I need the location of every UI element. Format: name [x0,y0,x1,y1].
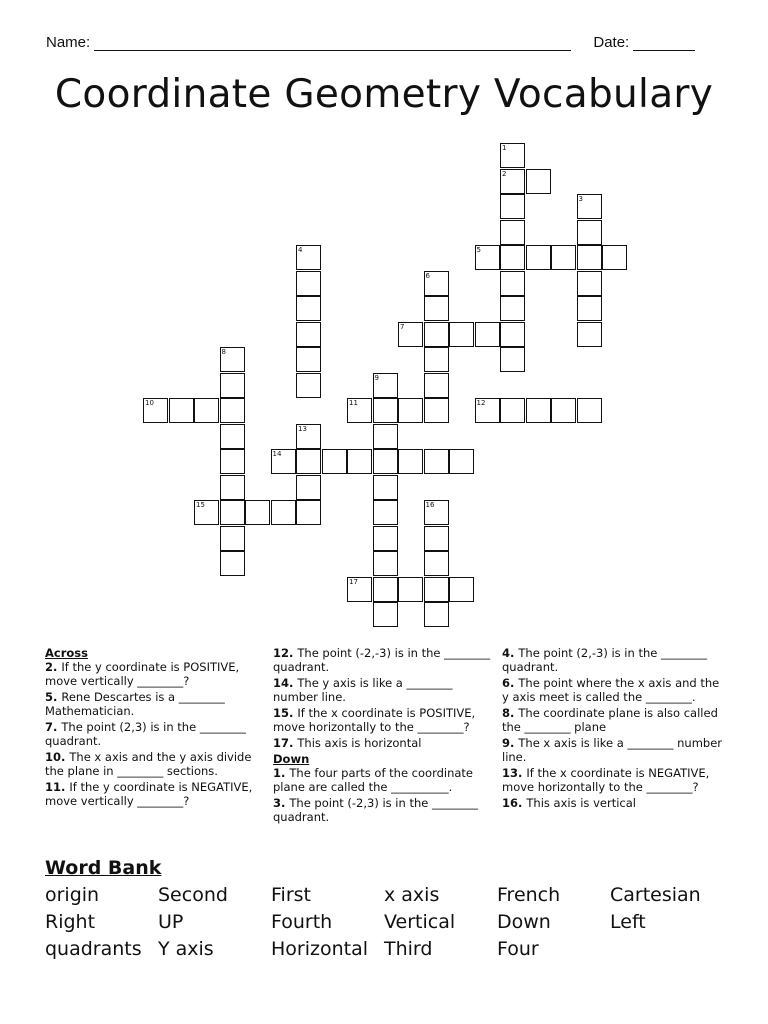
clue-text: The y axis is like a ________ number line. [273,676,453,704]
name-date-header [46,34,695,51]
clue-text: The point (2,-3) is in the ________ quadrant. [502,646,707,674]
crossword-cell[interactable] [296,271,321,296]
word-bank-item: Third [384,938,433,960]
crossword-cell[interactable] [500,143,525,168]
clue-across-12 [273,646,493,674]
crossword-cell[interactable] [194,500,219,525]
crossword-cell[interactable] [551,398,576,423]
crossword-cell[interactable] [424,296,449,321]
clue-down-8 [502,706,724,734]
clue-across-5 [45,690,260,718]
clue-text: The point (2,3) is in the ________ quadrant. [45,720,246,748]
clue-down-13 [502,766,724,794]
clue-number: 11. [45,780,70,794]
crossword-cell[interactable] [296,245,321,270]
crossword-cell[interactable] [602,245,627,270]
clue-number: 3 [578,195,583,203]
crossword-cell[interactable] [373,551,398,576]
crossword-cell[interactable] [169,398,194,423]
word-bank-item: Four [497,938,539,960]
word-bank-item: Cartesian [610,884,701,906]
clue-number: 2. [45,660,62,674]
crossword-cell[interactable] [577,220,602,245]
word-bank-item: Second [158,884,228,906]
crossword-cell[interactable] [245,500,270,525]
clue-across-15 [273,706,493,734]
clue-number: 2 [502,169,507,178]
name-label: Name: [46,34,91,51]
clue-number: 5 [476,246,481,254]
crossword-cell[interactable] [194,398,219,423]
crossword-cell[interactable] [424,322,449,347]
crossword-cell[interactable] [500,194,525,219]
crossword-cell[interactable] [347,577,372,602]
crossword-cell[interactable] [271,500,296,525]
crossword-cell[interactable] [347,449,372,474]
clue-text: The x axis and the y axis divide the plane in ________ sections. [45,750,252,778]
clue-text: If the y coordinate is POSITIVE, move vertically ________? [45,660,240,688]
clue-text: If the y coordinate is NEGATIVE, move vertically ________? [45,780,253,808]
word-bank-item: x axis [384,884,440,906]
crossword-cell[interactable] [296,475,321,500]
crossword-cell[interactable] [424,500,449,525]
clue-text: The coordinate plane is also called the ________ plane [502,706,718,734]
word-bank-item: quadrants [45,938,142,960]
word-bank-item: Y axis [158,938,214,960]
clue-number: 13 [298,424,307,433]
crossword-cell[interactable] [526,245,551,270]
crossword-cell[interactable] [424,602,449,627]
word-bank-item: origin [45,884,100,906]
clue-number: 17 [349,577,358,586]
clue-number: 3. [273,796,290,810]
clue-text: The point (-2,3) is in the ________ quadrant. [273,796,478,824]
word-bank-title: Word Bank [45,857,162,879]
crossword-cell[interactable] [500,398,525,423]
clue-number: 10. [45,750,70,764]
crossword-cell[interactable] [577,398,602,423]
crossword-cell[interactable] [475,245,500,270]
crossword-cell[interactable] [449,449,474,474]
clue-number: 12. [273,646,298,660]
clue-number: 5. [45,690,62,704]
clue-number: 6. [502,676,519,690]
date-field[interactable] [633,35,695,51]
word-bank-item: First [271,884,311,906]
clue-down-16 [502,796,724,810]
clue-number: 1. [273,766,290,780]
clue-text: The x axis is like a ________ number line. [502,736,723,764]
clue-down-9 [502,736,724,764]
clue-number: 11 [349,399,358,407]
crossword-cell[interactable] [373,500,398,525]
crossword-cell[interactable] [551,245,576,270]
clue-number: 8 [221,348,226,356]
crossword-cell[interactable] [220,500,245,525]
word-bank-item: Vertical [384,911,456,933]
crossword-cell[interactable] [373,424,398,449]
date-label: Date: [593,34,630,51]
crossword-cell[interactable] [424,526,449,551]
crossword-cell[interactable] [373,602,398,627]
crossword-cell[interactable] [398,398,423,423]
clue-number: 4. [502,646,519,660]
crossword-cell[interactable] [449,322,474,347]
crossword-cell[interactable] [296,424,321,449]
word-bank-item: Horizontal [271,938,369,960]
word-bank-item: UP [158,911,184,933]
crossword-cell[interactable] [373,526,398,551]
clue-number: 17. [273,736,298,750]
crossword-cell[interactable] [449,577,474,602]
crossword-cell[interactable] [220,526,245,551]
crossword-cell[interactable] [577,194,602,219]
clue-down-4 [502,646,724,674]
word-bank-item: Fourth [271,911,333,933]
crossword-cell[interactable] [373,398,398,423]
clue-number: 13. [502,766,527,780]
crossword-cell[interactable] [296,449,321,474]
crossword-cell[interactable] [475,398,500,423]
clue-number: 8. [502,706,519,720]
crossword-cell[interactable] [296,322,321,347]
crossword-cell[interactable] [373,475,398,500]
crossword-cell[interactable] [220,373,245,398]
crossword-cell[interactable] [220,398,245,423]
crossword-cell[interactable] [424,398,449,423]
clues-column-1 [45,646,260,810]
crossword-cell[interactable] [296,373,321,398]
crossword-cell[interactable] [577,245,602,270]
word-bank [45,884,723,961]
clue-text: Rene Descartes is a ________ Mathematician. [45,690,225,718]
clue-number: 14. [273,676,298,690]
crossword-cell[interactable] [424,271,449,296]
crossword-cell[interactable] [424,347,449,372]
crossword-cell[interactable] [322,449,347,474]
clue-number: 6 [425,271,430,280]
clue-number: 4 [298,246,303,254]
clue-number: 9. [502,736,519,750]
crossword-cell[interactable] [500,271,525,296]
crossword-cell[interactable] [500,169,525,194]
crossword-cell[interactable] [220,347,245,372]
crossword-cell[interactable] [424,577,449,602]
crossword-cell[interactable] [373,449,398,474]
clue-number: 16 [425,501,435,509]
word-bank-item: Down [497,911,551,933]
down-heading: Down [273,752,310,766]
crossword-cell[interactable] [577,271,602,296]
word-bank-item: Right [45,911,96,933]
clue-number: 7 [400,322,405,331]
clue-across-17 [273,736,493,750]
crossword-cell[interactable] [220,551,245,576]
clue-text: The four parts of the coordinate plane are called the __________. [273,766,474,794]
crossword-cell[interactable] [424,551,449,576]
clue-down-3 [273,796,493,824]
crossword-cell[interactable] [500,220,525,245]
clue-text: If the x coordinate is NEGATIVE, move horizontally to the ________? [502,766,710,794]
across-heading: Across [45,646,88,660]
crossword-cell[interactable] [271,449,296,474]
clue-number: 15. [273,706,298,720]
crossword-cell[interactable] [500,347,525,372]
crossword-cell[interactable] [398,449,423,474]
crossword-cell[interactable] [296,347,321,372]
clues-column-3 [502,646,724,812]
crossword-cell[interactable] [577,296,602,321]
clue-across-10 [45,750,260,778]
crossword-cell[interactable] [500,322,525,347]
clue-number: 7. [45,720,62,734]
clue-text: The point (-2,-3) is in the ________ quadrant. [273,646,491,674]
crossword-cell[interactable] [475,322,500,347]
crossword-cell[interactable] [373,577,398,602]
clue-number: 1 [502,144,507,152]
crossword-cell[interactable] [500,245,525,270]
clue-down-6 [502,676,724,704]
word-bank-item: Left [610,911,646,933]
clue-across-11 [45,780,260,808]
word-bank-item: French [497,884,561,906]
clue-number: 9 [374,373,379,382]
crossword-cell[interactable] [220,424,245,449]
name-field[interactable] [94,35,571,51]
clue-across-2 [45,660,260,688]
crossword-cell[interactable] [424,449,449,474]
crossword-cell[interactable] [500,296,525,321]
crossword-cell[interactable] [424,373,449,398]
clue-number: 10 [145,399,154,407]
clue-across-7 [45,720,260,748]
crossword-cell[interactable] [347,398,372,423]
crossword-cell[interactable] [296,296,321,321]
crossword-cell[interactable] [398,322,423,347]
crossword-cell[interactable] [373,373,398,398]
crossword-cell[interactable] [526,398,551,423]
clues-column-2 [273,646,493,826]
crossword-cell[interactable] [398,577,423,602]
clue-number: 12 [476,399,486,407]
clue-across-14 [273,676,493,704]
page-title: Coordinate Geometry Vocabulary [54,72,714,117]
crossword-cell[interactable] [577,322,602,347]
clue-text: This axis is vertical [526,796,636,810]
clue-number: 16. [502,796,527,810]
clue-number: 14 [272,450,282,458]
clue-number: 15 [196,501,205,509]
crossword-cell[interactable] [143,398,168,423]
crossword-cell[interactable] [296,500,321,525]
clue-text: If the x coordinate is POSITIVE, move horizontally to the ________? [273,706,476,734]
crossword-cell[interactable] [220,449,245,474]
crossword-cell[interactable] [220,475,245,500]
crossword-cell[interactable] [526,169,551,194]
clue-text: This axis is horizontal [297,736,422,750]
clue-down-1 [273,766,493,794]
clue-text: The point where the x axis and the y axis meet is called the ________. [502,676,720,704]
